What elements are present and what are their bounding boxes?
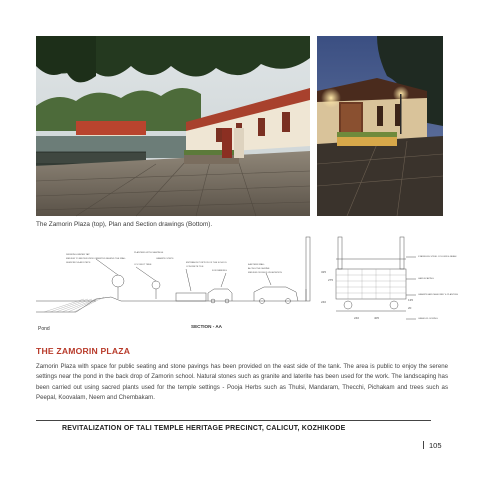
dim-4: 240 — [354, 316, 360, 320]
note-right-1: STAINLESS STEEL COLUMN & BEAM — [418, 256, 457, 258]
section-drawing — [36, 229, 459, 340]
plaza-daytime-photo — [36, 36, 310, 216]
note-left-8: CONCRETE TILE — [186, 266, 204, 268]
section-label: SECTION - AA — [191, 324, 222, 329]
note-left-9: FOR PARKING — [212, 270, 227, 272]
note-left-10: EASTERN WALL — [248, 264, 265, 266]
note-left-1: DRINKING WATER TAP — [66, 254, 90, 256]
dim-7: 20 — [408, 306, 412, 310]
note-left-4: PLANTERS WITH SEATINGS — [134, 252, 164, 254]
dim-1: 325 — [321, 270, 327, 274]
dim-2: 275 — [328, 278, 334, 282]
note-left-11: ALONG THE SHRINE — [248, 268, 270, 270]
note-right-3: GRANITE AND MASONRY & PLANTING — [418, 294, 459, 296]
body-paragraph: Zamorin Plaza with space for public seating and stone pavings has been provided on the east side of the tank. The area is public to enjoy the serene settings near the pond in the back drop of Zamorin school. Natural stones such as granite and laterite has been used for the work. The landscaping has been carried out using sacred plants used for the temple settings - Pooja Herbs such as Thulsi, Mandaram, Thecchi, Pichakam and trees such as Peepal, Koovalam, Neem and Chembakam. — [36, 363, 448, 402]
page-number — [423, 441, 442, 450]
note-left-2: MEDIUM TO BROWN VIEW ORIENTED BEHIND THE WALL — [66, 258, 126, 260]
note-right-2: LANDSCAPING — [418, 278, 434, 280]
plaza-night-photo — [317, 36, 443, 216]
dim-5: 405 — [374, 316, 380, 320]
note-right-4: GRASS FLOORING — [418, 318, 438, 320]
footer-rule — [36, 420, 431, 421]
dim-3: 240 — [321, 300, 327, 304]
figure-caption: The Zamorin Plaza (top), Plan and Section drawings (Bottom). — [36, 221, 213, 228]
section-heading: THE ZAMORIN PLAZA — [36, 346, 131, 356]
note-left-6: GRANITE STEPS — [156, 258, 174, 260]
note-left-5: COCONUT TREE — [134, 264, 152, 266]
plaza-night-image — [317, 36, 443, 216]
note-left-12: MEDIUM OR RIGID VEGETATION — [248, 272, 282, 274]
page-number-value: 105 — [429, 441, 442, 450]
page-number-bar — [423, 441, 424, 449]
note-left-7: ENTRANCE PORTION OF THE SCHOOL — [186, 262, 228, 264]
note-left-3: SEMICIRCULAR STEPS — [66, 262, 91, 264]
footer-title: REVITALIZATION OF TALI TEMPLE HERITAGE PRECINCT, CALICUT, KOZHIKODE — [62, 425, 346, 432]
dim-6: 135 — [408, 298, 414, 302]
pond-label: Pond — [38, 326, 50, 332]
plaza-daytime-image — [36, 36, 310, 216]
